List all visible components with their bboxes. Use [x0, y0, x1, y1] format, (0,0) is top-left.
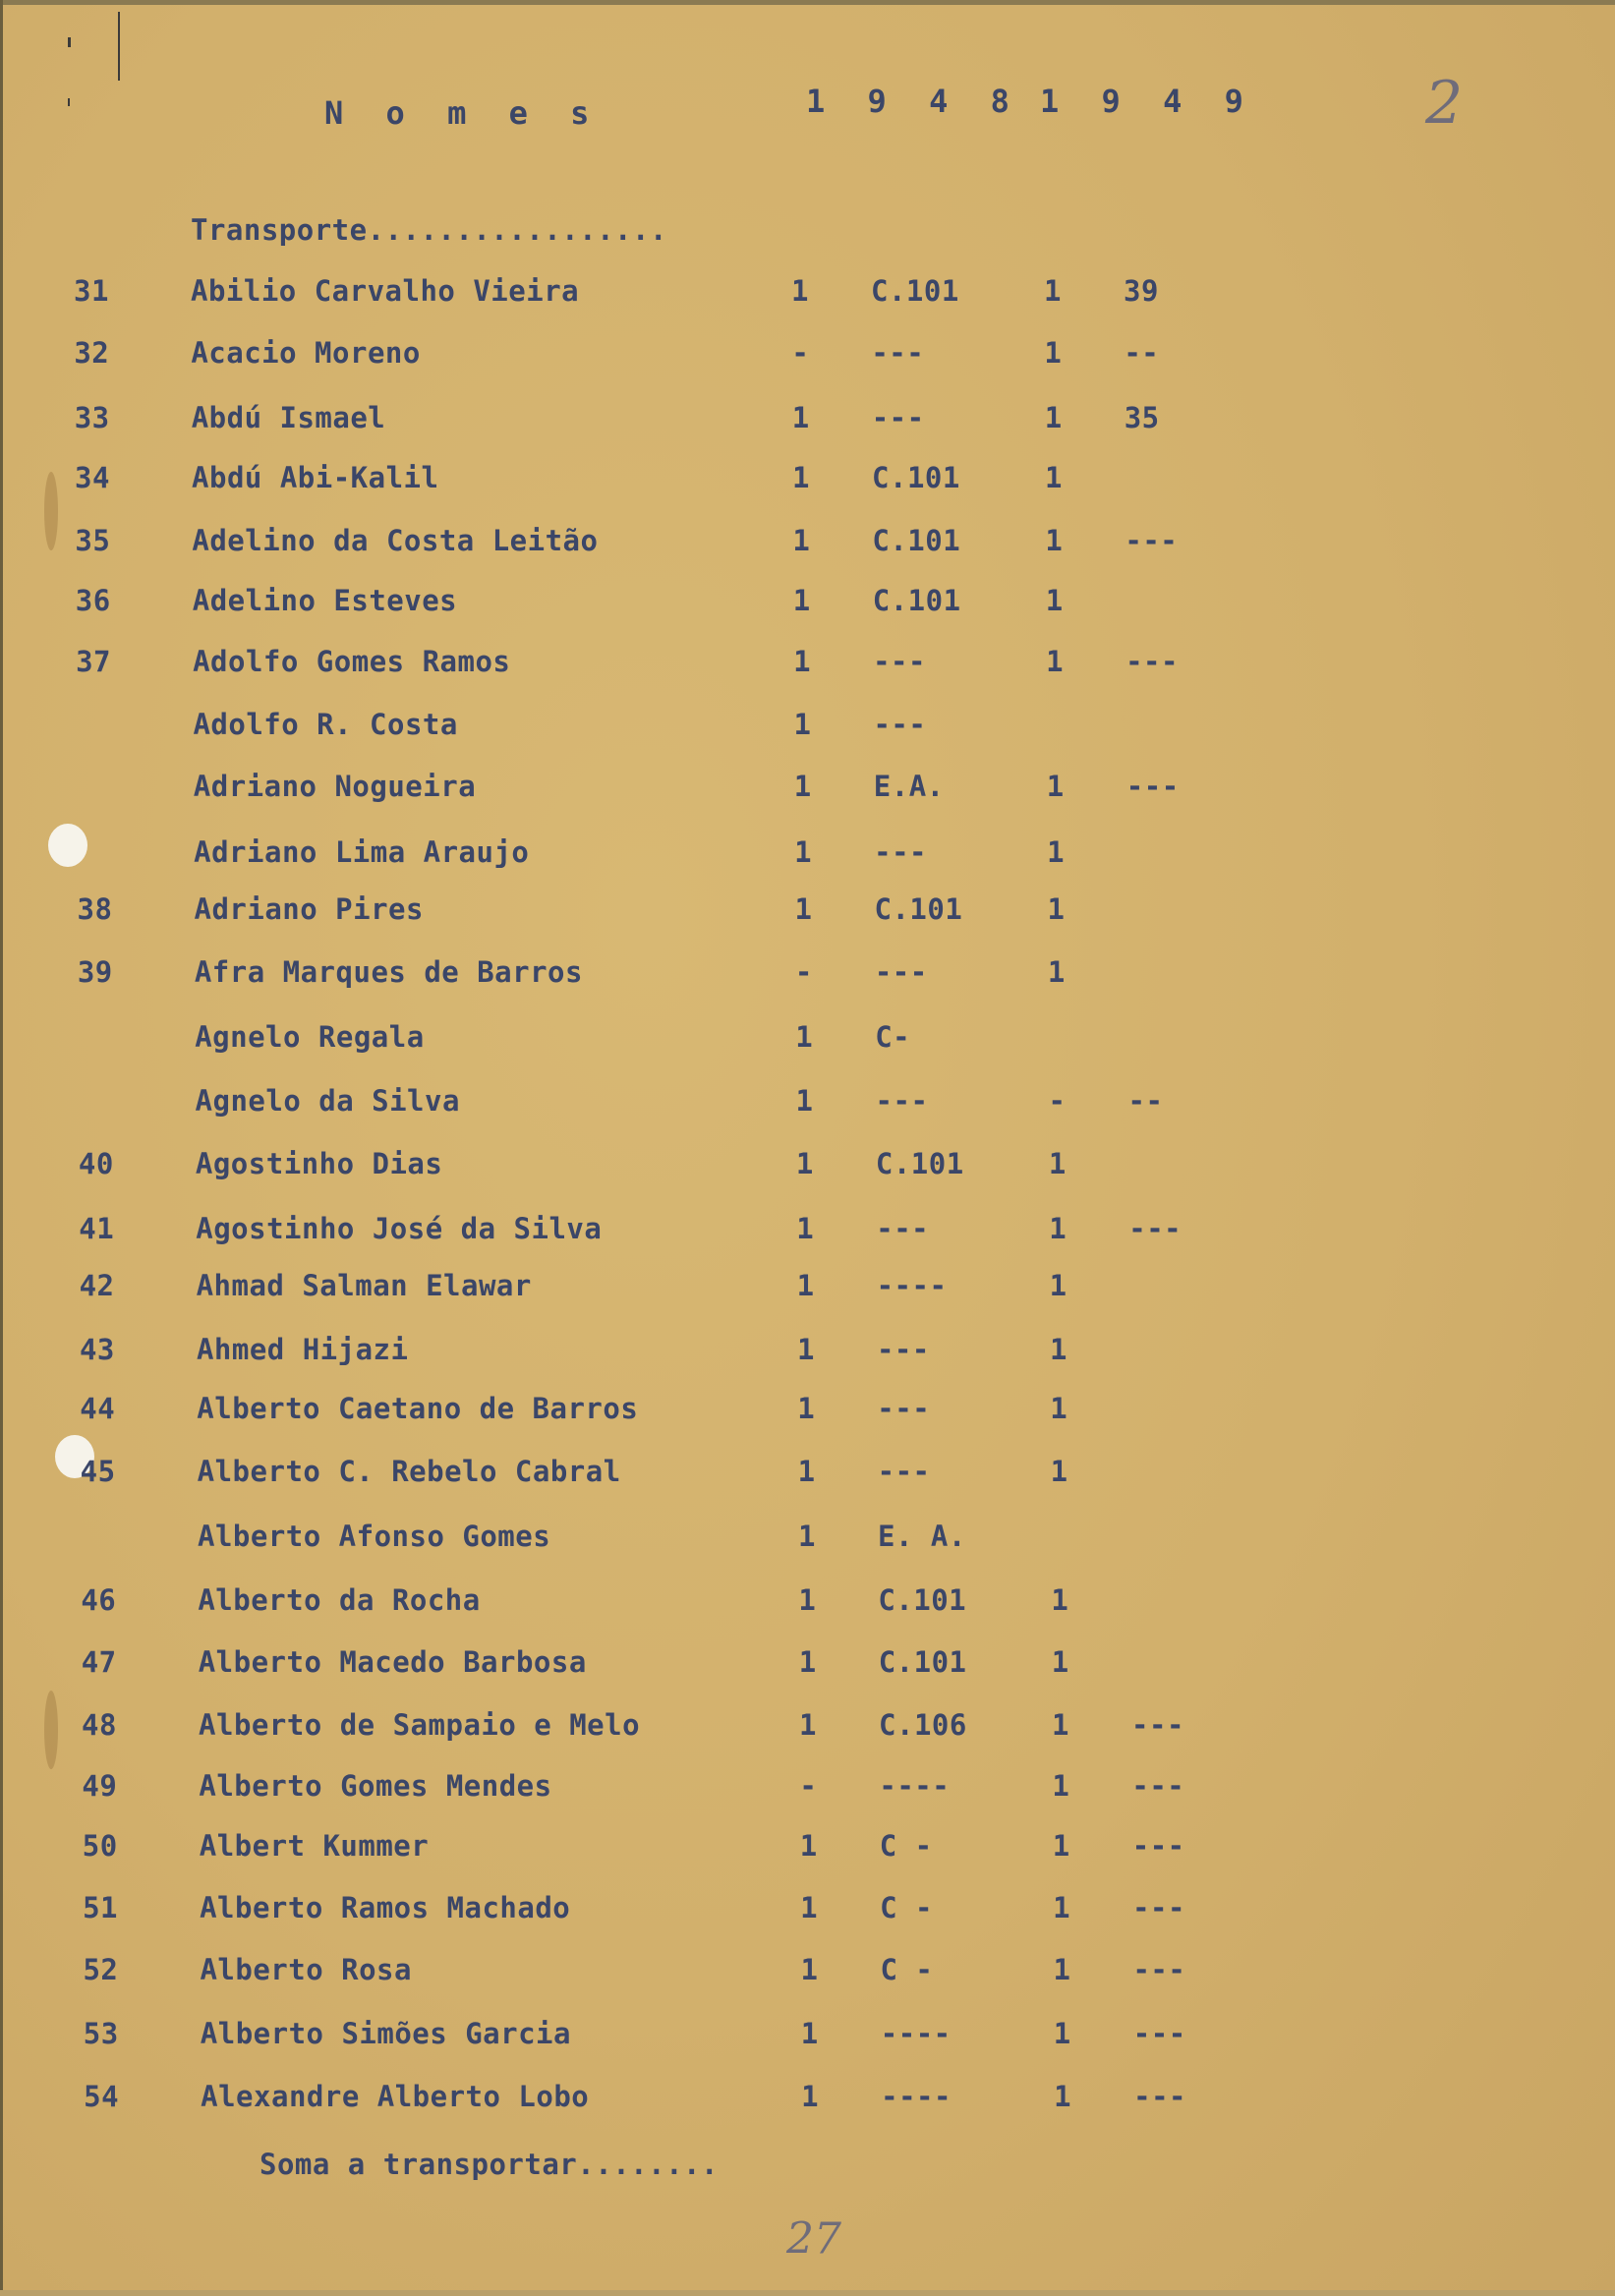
cell-1949-note: ---	[1125, 524, 1179, 557]
cell-1949-count: 1	[1049, 1333, 1067, 1366]
cell-1949-count: 1	[1053, 2017, 1071, 2050]
cell-1949-note: ---	[1132, 1891, 1185, 1924]
row-number: 37	[76, 645, 112, 678]
row-number: 32	[74, 336, 110, 370]
cell-1949-count: -	[1048, 1084, 1067, 1118]
cell-1948-count: -	[794, 955, 813, 989]
cell-1948-code: C -	[879, 1829, 933, 1863]
cell-1948-count: 1	[794, 892, 813, 926]
row-number: 44	[80, 1392, 116, 1425]
cell-1948-count: 1	[800, 1953, 819, 1986]
cell-1949-count: 1	[1051, 1645, 1069, 1679]
person-name: Abdú Ismael	[191, 401, 386, 434]
cell-1948-code: C.101	[872, 524, 961, 557]
person-name: Abdú Abi-Kalil	[192, 461, 439, 494]
cell-1949-note: --	[1124, 336, 1160, 370]
row-number: 34	[75, 461, 110, 494]
cell-1949-count: 1	[1044, 336, 1063, 370]
cell-1948-code: C.101	[875, 1147, 964, 1180]
cell-1949-count: 1	[1045, 461, 1064, 494]
cell-1949-count: 1	[1053, 1891, 1071, 1924]
cell-1948-code: C.101	[872, 584, 961, 617]
row-number: 42	[79, 1269, 115, 1302]
cell-1948-count: 1	[792, 584, 811, 617]
cell-1948-code: C.101	[872, 461, 960, 494]
person-name: Alberto Rosa	[200, 1953, 412, 1986]
person-name: Adolfo R. Costa	[193, 708, 458, 741]
cell-1949-count: 1	[1044, 274, 1062, 308]
person-name: Alberto Caetano de Barros	[197, 1392, 639, 1425]
cell-1948-count: 1	[801, 2080, 820, 2113]
cell-1948-count: 1	[798, 1583, 817, 1617]
cell-1949-note: --	[1127, 1084, 1164, 1118]
cell-1948-count: 1	[791, 401, 810, 434]
cell-1948-code: ---	[877, 1455, 931, 1488]
handwritten-total: 27	[786, 2213, 841, 2265]
cell-1949-count: 1	[1052, 1769, 1070, 1803]
column-header-1949: 1 9 4 9	[1040, 83, 1255, 120]
binding-mark	[118, 12, 120, 81]
cell-1948-count: 1	[800, 1891, 819, 1924]
cell-1948-code: ---	[874, 835, 928, 869]
cell-1948-count: 1	[797, 1392, 816, 1425]
column-header-1948: 1 9 4 8	[806, 83, 1021, 120]
cell-1948-count: -	[799, 1769, 818, 1803]
row-number: 51	[83, 1891, 119, 1924]
row-number: 31	[74, 274, 109, 308]
cell-1949-count: 1	[1054, 2080, 1072, 2113]
cell-1948-code: E.A.	[873, 770, 945, 803]
cell-1948-code: C -	[880, 1953, 934, 1986]
person-name: Adelino da Costa Leitão	[192, 524, 599, 557]
cell-1949-note: ---	[1132, 1953, 1186, 1986]
carry-in-label: Transporte.................	[191, 213, 667, 247]
cell-1948-count: 1	[792, 524, 811, 557]
binding-mark	[68, 37, 71, 47]
cell-1949-note: ---	[1131, 1829, 1185, 1863]
person-name: Ahmad Salman Elawar	[196, 1269, 532, 1302]
cell-1948-code: ----	[876, 1269, 948, 1302]
cell-1949-count: 1	[1052, 1708, 1070, 1742]
row-number: 36	[75, 584, 111, 617]
person-name: Afra Marques de Barros	[194, 955, 583, 989]
page-edge-top	[0, 0, 1615, 5]
row-number: 43	[79, 1333, 115, 1366]
cell-1948-count: 1	[793, 708, 812, 741]
row-number: 52	[83, 1953, 119, 1986]
cell-1948-code: C.101	[871, 274, 959, 308]
page-edge-bottom	[0, 2290, 1615, 2296]
person-name: Adriano Pires	[194, 892, 424, 926]
carry-out-label: Soma a transportar........	[260, 2148, 719, 2181]
cell-1949-count: 1	[1046, 645, 1065, 678]
cell-1948-count: 1	[796, 1269, 815, 1302]
cell-1948-count: 1	[795, 1147, 814, 1180]
cell-1948-count: 1	[795, 1084, 814, 1118]
cell-1949-note: ---	[1128, 1212, 1182, 1245]
cell-1948-code: ----	[879, 1769, 951, 1803]
row-number: 48	[82, 1708, 117, 1742]
person-name: Abilio Carvalho Vieira	[191, 274, 580, 308]
cell-1948-code: ---	[875, 1084, 929, 1118]
row-number: 54	[84, 2080, 120, 2113]
row-number: 45	[80, 1455, 116, 1488]
person-name: Agnelo da Silva	[195, 1084, 460, 1118]
cell-1949-count: 1	[1047, 835, 1066, 869]
cell-1949-count: 1	[1050, 1392, 1068, 1425]
cell-1948-code: ---	[877, 1392, 931, 1425]
cell-1948-code: ---	[876, 1212, 930, 1245]
cell-1948-code: ---	[873, 645, 926, 678]
cell-1948-code: C.101	[878, 1583, 967, 1617]
row-number: 53	[83, 2017, 119, 2050]
cell-1948-code: ---	[873, 708, 927, 741]
cell-1948-code: ----	[881, 2080, 952, 2113]
person-name: Ahmed Hijazi	[196, 1333, 409, 1366]
cell-1948-count: 1	[798, 1520, 816, 1553]
person-name: Alberto Macedo Barbosa	[198, 1645, 587, 1679]
cell-1948-count: -	[791, 336, 810, 370]
cell-1948-code: C -	[880, 1891, 933, 1924]
person-name: Alberto da Rocha	[198, 1583, 481, 1617]
row-number: 35	[75, 524, 111, 557]
handwritten-page-number: 2	[1425, 69, 1464, 138]
person-name: Adolfo Gomes Ramos	[193, 645, 511, 678]
cell-1948-code: C.101	[878, 1645, 967, 1679]
cell-1949-count: 1	[1048, 1147, 1067, 1180]
cell-1949-count: 1	[1049, 1212, 1067, 1245]
cell-1948-code: ----	[880, 2017, 952, 2050]
person-name: Agostinho Dias	[195, 1147, 443, 1180]
cell-1948-code: E. A.	[878, 1520, 966, 1553]
row-number: 49	[82, 1769, 118, 1803]
page-edge-left	[0, 0, 3, 2296]
cell-1948-count: 1	[797, 1455, 816, 1488]
cell-1948-count: 1	[792, 461, 811, 494]
cell-1948-code: C.101	[874, 892, 963, 926]
cell-1948-count: 1	[793, 645, 812, 678]
cell-1949-note: ---	[1125, 645, 1179, 678]
row-number: 39	[77, 955, 113, 989]
cell-1948-code: ---	[876, 1333, 930, 1366]
cell-1948-count: 1	[800, 2017, 819, 2050]
person-name: Alberto Simões Garcia	[200, 2017, 571, 2050]
cell-1948-code: C.106	[879, 1708, 967, 1742]
person-name: Acacio Moreno	[191, 336, 421, 370]
person-name: Albert Kummer	[199, 1829, 430, 1863]
row-number: 47	[81, 1645, 117, 1679]
cell-1949-count: 1	[1047, 955, 1066, 989]
rust-stain	[44, 472, 58, 550]
cell-1949-count: 1	[1045, 524, 1064, 557]
person-name: Alberto C. Rebelo Cabral	[197, 1455, 621, 1488]
person-name: Alberto Ramos Machado	[200, 1891, 571, 1924]
cell-1948-count: 1	[796, 1212, 815, 1245]
cell-1948-code: ---	[871, 401, 925, 434]
cell-1948-count: 1	[793, 770, 812, 803]
cell-1949-note: 35	[1124, 401, 1160, 434]
cell-1948-count: 1	[798, 1645, 817, 1679]
column-header-names: N o m e s	[324, 94, 602, 132]
cell-1949-note: ---	[1132, 2017, 1186, 2050]
rust-stain	[44, 1691, 58, 1769]
row-number: 41	[79, 1212, 115, 1245]
row-number: 46	[81, 1583, 117, 1617]
cell-1949-count: 1	[1049, 1269, 1067, 1302]
cell-1949-count: 1	[1047, 892, 1066, 926]
person-name: Agnelo Regala	[195, 1020, 425, 1054]
cell-1948-count: 1	[799, 1708, 818, 1742]
person-name: Alberto de Sampaio e Melo	[199, 1708, 641, 1742]
cell-1948-count: 1	[795, 1020, 814, 1054]
cell-1949-note: 39	[1124, 274, 1159, 308]
cell-1948-count: 1	[796, 1333, 815, 1366]
cell-1949-count: 1	[1045, 584, 1064, 617]
person-name: Alberto Gomes Mendes	[199, 1769, 552, 1803]
row-number: 50	[82, 1829, 118, 1863]
cell-1949-note: ---	[1133, 2080, 1187, 2113]
cell-1949-count: 1	[1046, 770, 1065, 803]
person-name: Adriano Lima Araujo	[194, 835, 530, 869]
person-name: Adelino Esteves	[192, 584, 458, 617]
person-name: Adriano Nogueira	[193, 770, 477, 803]
cell-1948-count: 1	[791, 274, 809, 308]
row-number: 33	[74, 401, 110, 434]
cell-1949-count: 1	[1052, 1829, 1070, 1863]
row-number: 40	[78, 1147, 114, 1180]
cell-1949-count: 1	[1051, 1583, 1069, 1617]
cell-1948-code: ---	[874, 955, 928, 989]
person-name: Alberto Afonso Gomes	[198, 1520, 551, 1553]
punch-hole	[48, 824, 87, 867]
cell-1948-code: C-	[875, 1020, 911, 1054]
cell-1948-code: ---	[871, 336, 925, 370]
person-name: Agostinho José da Silva	[196, 1212, 603, 1245]
cell-1949-count: 1	[1053, 1953, 1071, 1986]
binding-mark	[68, 98, 70, 106]
cell-1949-note: ---	[1125, 770, 1180, 803]
cell-1949-note: ---	[1131, 1769, 1185, 1803]
row-number: 38	[77, 892, 113, 926]
cell-1948-count: 1	[794, 835, 813, 869]
person-name: Alexandre Alberto Lobo	[201, 2080, 590, 2113]
cell-1949-count: 1	[1044, 401, 1063, 434]
cell-1949-count: 1	[1050, 1455, 1068, 1488]
cell-1948-count: 1	[799, 1829, 818, 1863]
cell-1949-note: ---	[1131, 1708, 1184, 1742]
